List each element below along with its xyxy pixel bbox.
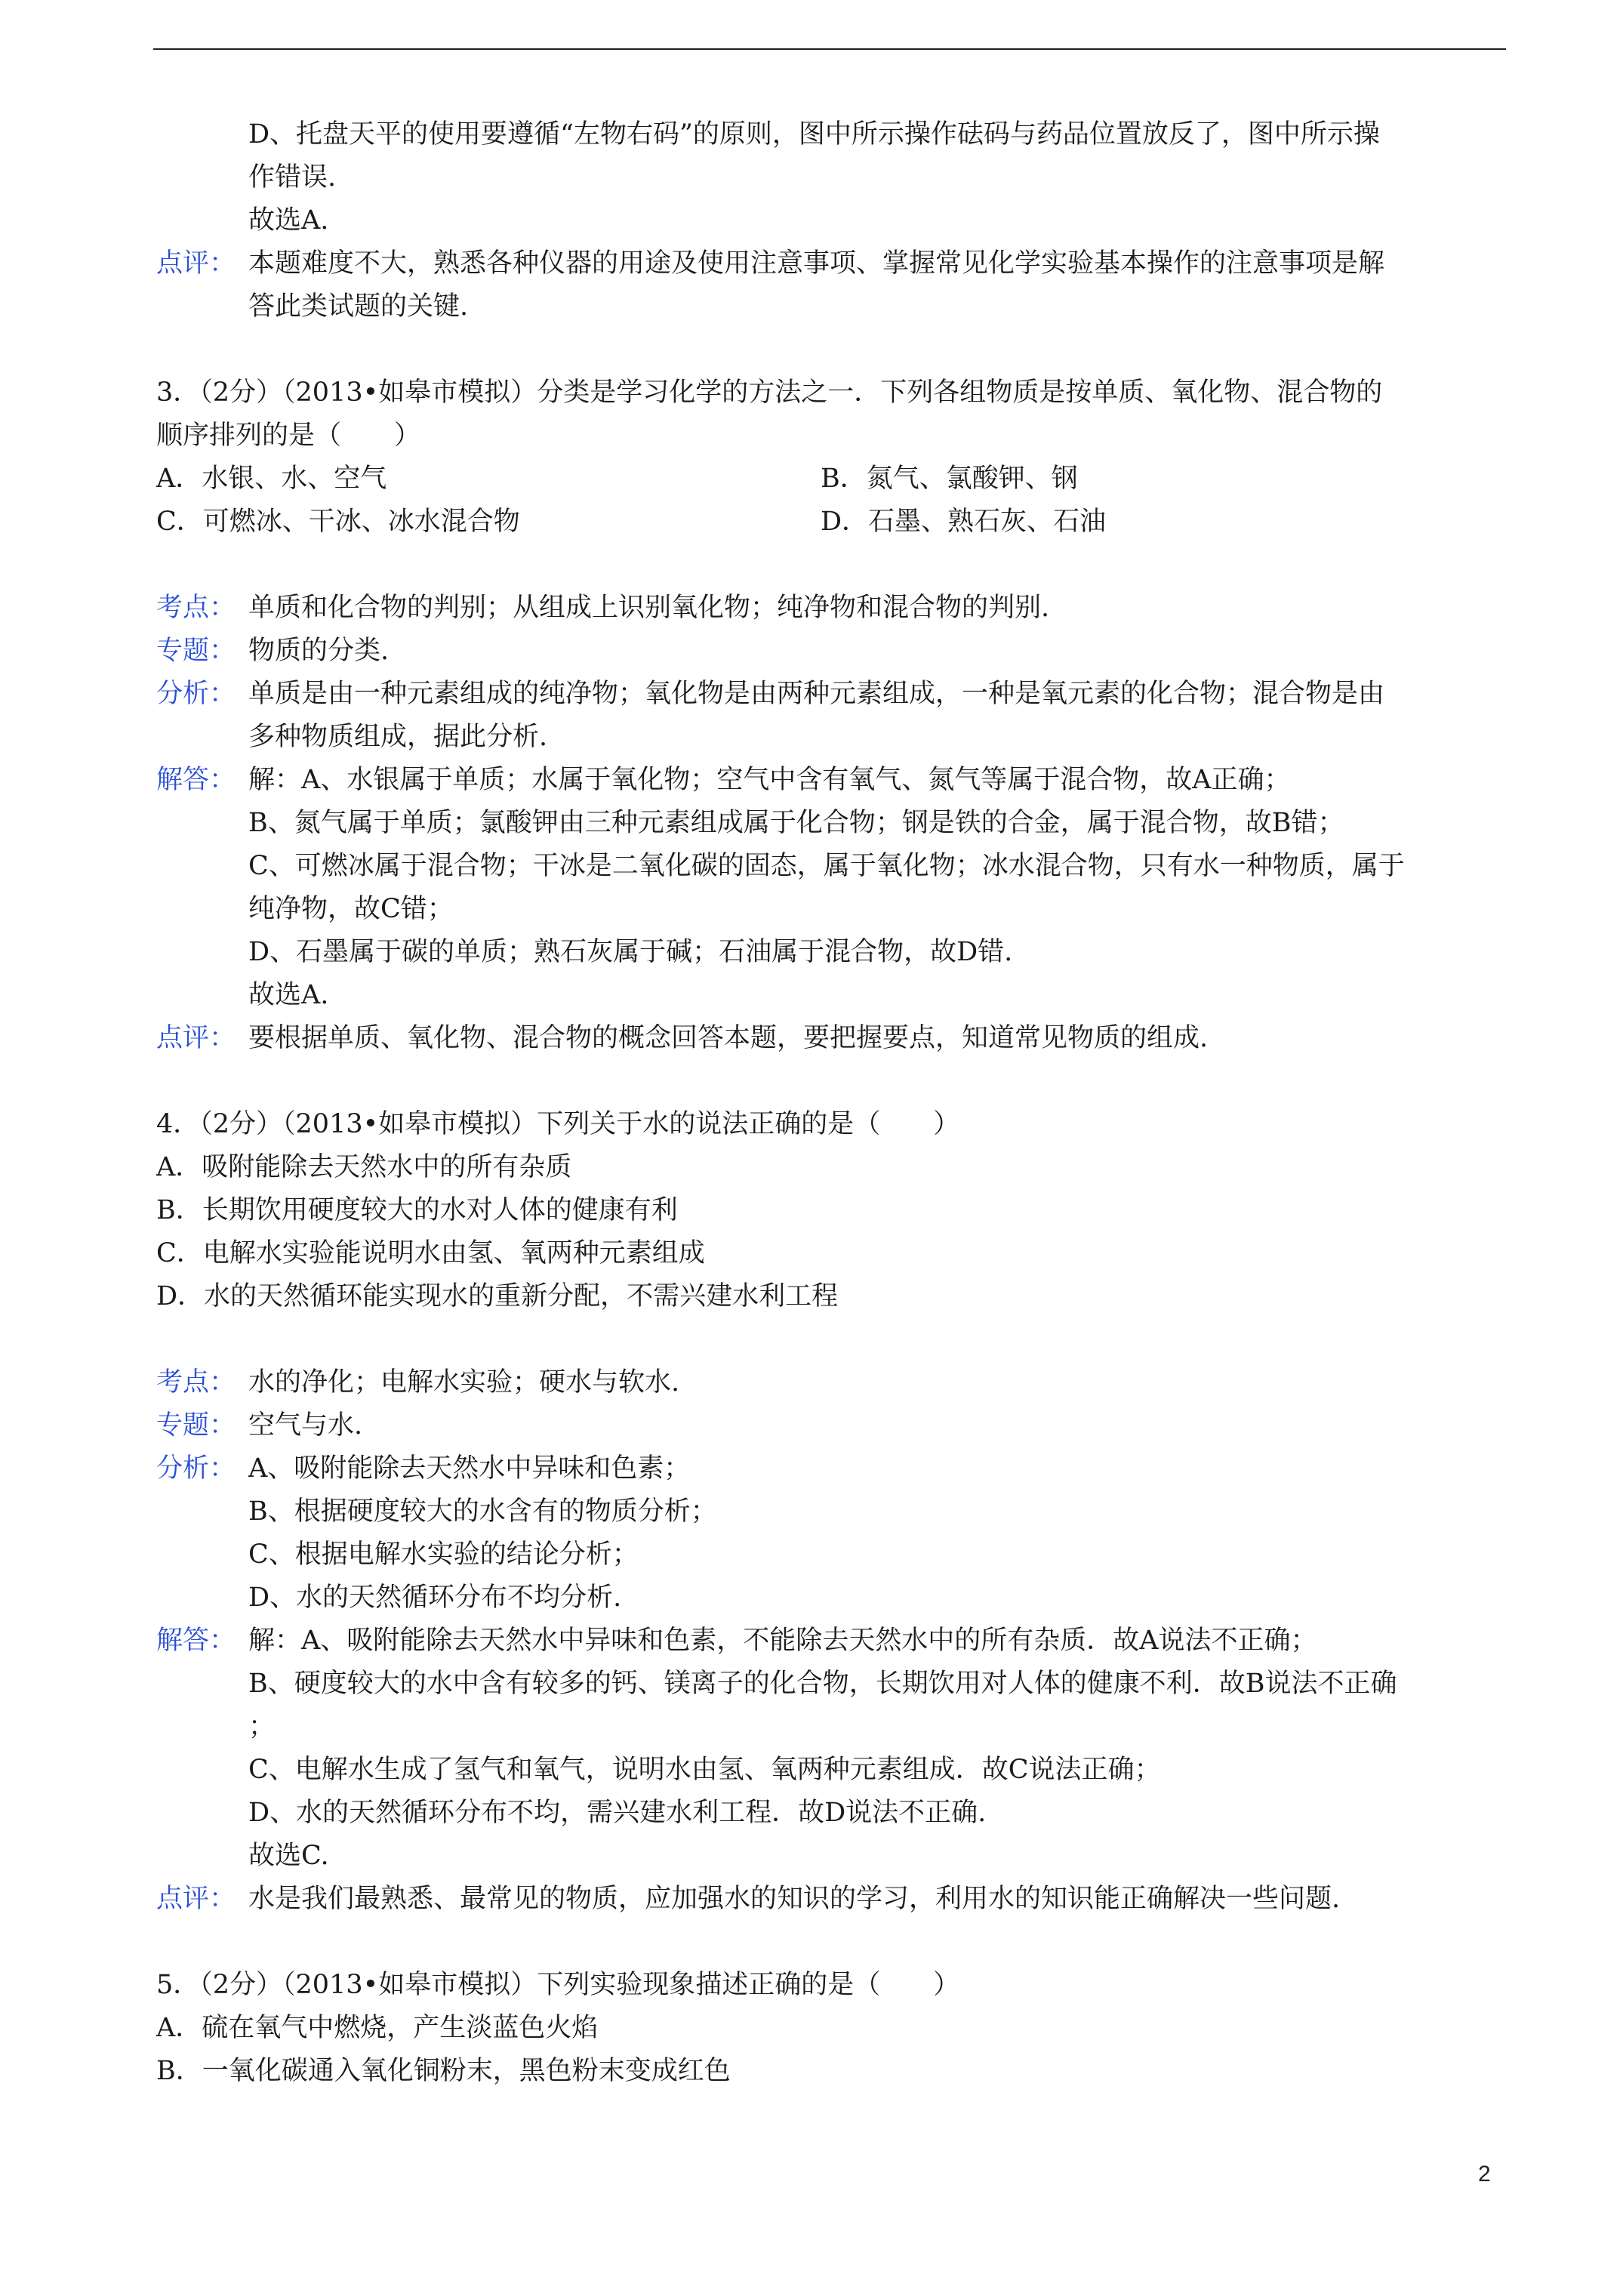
jieda-row <box>156 1620 1515 1878</box>
dianping-row <box>156 1878 1515 1921</box>
option-a: A．硫在氧气中燃烧，产生淡蓝色火焰 <box>156 2013 599 2043</box>
kaodian-row <box>156 1361 1515 1404</box>
text-line: C、可燃冰属于混合物；干冰是二氧化碳的固态，属于氧化物；冰水混合物，只有水一种物质，属于 <box>248 851 1405 881</box>
dianping-label: 点评： <box>156 1023 236 1053</box>
text-line: 解：A、水银属于单质；水属于氧化物；空气中含有氧气、氮气等属于混合物，故A正确； <box>248 765 1291 795</box>
option-d: D．石墨、熟石灰、石油 <box>821 507 1107 537</box>
question-stem: 5．（2分）（2013•如皋市模拟）下列实验现象描述正确的是（ ） <box>156 1970 960 2000</box>
option-a: A．吸附能除去天然水中的所有杂质 <box>156 1152 572 1182</box>
text-line: 本题难度不大，熟悉各种仪器的用途及使用注意事项、掌握常见化学实验基本操作的注意事项是解 <box>248 248 1385 279</box>
document-page <box>156 113 1515 2093</box>
text-line: D、水的天然循环分布不均，需兴建水利工程．故D说法不正确. <box>248 1798 987 1828</box>
page-number: 2 <box>1478 2162 1491 2187</box>
fenxi-row <box>156 673 1515 759</box>
text-line: 纯净物，故C错； <box>248 894 454 924</box>
text-line: 解：A、吸附能除去天然水中异味和色素，不能除去天然水中的所有杂质．故A说法不正确； <box>248 1626 1317 1656</box>
option-b: B．长期饮用硬度较大的水对人体的健康有利 <box>156 1195 678 1225</box>
option-b: B．一氧化碳通入氧化铜粉末，黑色粉末变成红色 <box>156 2056 731 2086</box>
text-line: B、根据硬度较大的水含有的物质分析； <box>248 1496 717 1527</box>
option-c: C．可燃冰、干冰、冰水混合物 <box>156 507 520 537</box>
fenxi-label: 分析： <box>156 679 236 709</box>
fenxi-row <box>156 1447 1515 1620</box>
text-line: D、托盘天平的使用要遵循“左物右码”的原则，图中所示操作砝码与药品位置放反了，图中所示操 <box>248 119 1380 149</box>
jieda-label: 解答： <box>156 1626 236 1656</box>
text-line: 单质是由一种元素组成的纯净物；氧化物是由两种元素组成，一种是氧元素的化合物；混合物是由 <box>248 679 1385 709</box>
review-label: 点评： <box>156 248 236 279</box>
question-stem: 4．（2分）（2013•如皋市模拟）下列关于水的说法正确的是（ ） <box>156 1109 960 1139</box>
dianping-text: 水是我们最熟悉、最常见的物质，应加强水的知识的学习，利用水的知识能正确解决一些问题. <box>248 1884 1341 1914</box>
kaodian-row <box>156 587 1515 630</box>
text-line: C、根据电解水实验的结论分析； <box>248 1539 639 1570</box>
text-line: 故选A. <box>248 205 329 236</box>
kaodian-text: 水的净化；电解水实验；硬水与软水. <box>248 1367 680 1398</box>
option-a: A．水银、水、空气 <box>156 464 387 494</box>
options-row <box>156 458 1515 501</box>
jieda-label: 解答： <box>156 765 236 795</box>
text-line: D、水的天然循环分布不均分析. <box>248 1583 622 1613</box>
dianping-row <box>156 1017 1515 1060</box>
question-stem: 3．（2分）（2013•如皋市模拟）分类是学习化学的方法之一．下列各组物质是按单质、氧化物、混合物的 <box>156 378 1383 408</box>
zhuanti-label: 专题： <box>156 636 236 666</box>
text-line: D、石墨属于碳的单质；熟石灰属于碱；石油属于混合物，故D错. <box>248 937 1013 967</box>
text-line: B、硬度较大的水中含有较多的钙、镁离子的化合物，长期饮用对人体的健康不利．故B说法不正确 <box>248 1669 1397 1699</box>
option-c: C．电解水实验能说明水由氢、氧两种元素组成 <box>156 1238 705 1268</box>
zhuanti-row <box>156 630 1515 673</box>
question-3 <box>156 371 1515 1060</box>
zhuanti-text: 空气与水. <box>248 1410 363 1441</box>
options-row <box>156 501 1515 544</box>
kaodian-text: 单质和化合物的判别；从组成上识别氧化物；纯净物和混合物的判别. <box>248 593 1050 623</box>
text-line: C、电解水生成了氢气和氧气，说明水由氢、氧两种元素组成．故C说法正确； <box>248 1755 1161 1785</box>
q2-tail <box>156 113 1515 328</box>
question-4 <box>156 1103 1515 1921</box>
text-line: 多种物质组成，据此分析. <box>248 722 548 752</box>
fenxi-label: 分析： <box>156 1453 236 1484</box>
text-line: A、吸附能除去天然水中异味和色素； <box>248 1453 691 1484</box>
question-5 <box>156 1964 1515 2093</box>
text-line: 故选A. <box>248 980 329 1010</box>
option-b: B．氮气、氯酸钾、钢 <box>821 464 1078 494</box>
option-d: D．水的天然循环能实现水的重新分配，不需兴建水利工程 <box>156 1281 839 1311</box>
jieda-row <box>156 759 1515 1017</box>
kaodian-label: 考点： <box>156 593 236 623</box>
text-line: B、氮气属于单质；氯酸钾由三种元素组成属于化合物；钢是铁的合金，属于混合物，故B错； <box>248 808 1344 838</box>
text-line: 作错误. <box>248 162 337 193</box>
question-stem: 顺序排列的是（ ） <box>156 421 421 451</box>
text-line: ； <box>248 1712 276 1742</box>
zhuanti-text: 物质的分类. <box>248 636 390 666</box>
text-line: 故选C. <box>248 1841 329 1871</box>
zhuanti-row <box>156 1404 1515 1447</box>
dianping-label: 点评： <box>156 1884 236 1914</box>
header-rule <box>153 48 1506 50</box>
dianping-text: 要根据单质、氧化物、混合物的概念回答本题，要把握要点，知道常见物质的组成. <box>248 1023 1209 1053</box>
kaodian-label: 考点： <box>156 1367 236 1398</box>
text-line: 答此类试题的关键. <box>248 291 469 322</box>
review-row <box>156 242 1515 328</box>
zhuanti-label: 专题： <box>156 1410 236 1441</box>
